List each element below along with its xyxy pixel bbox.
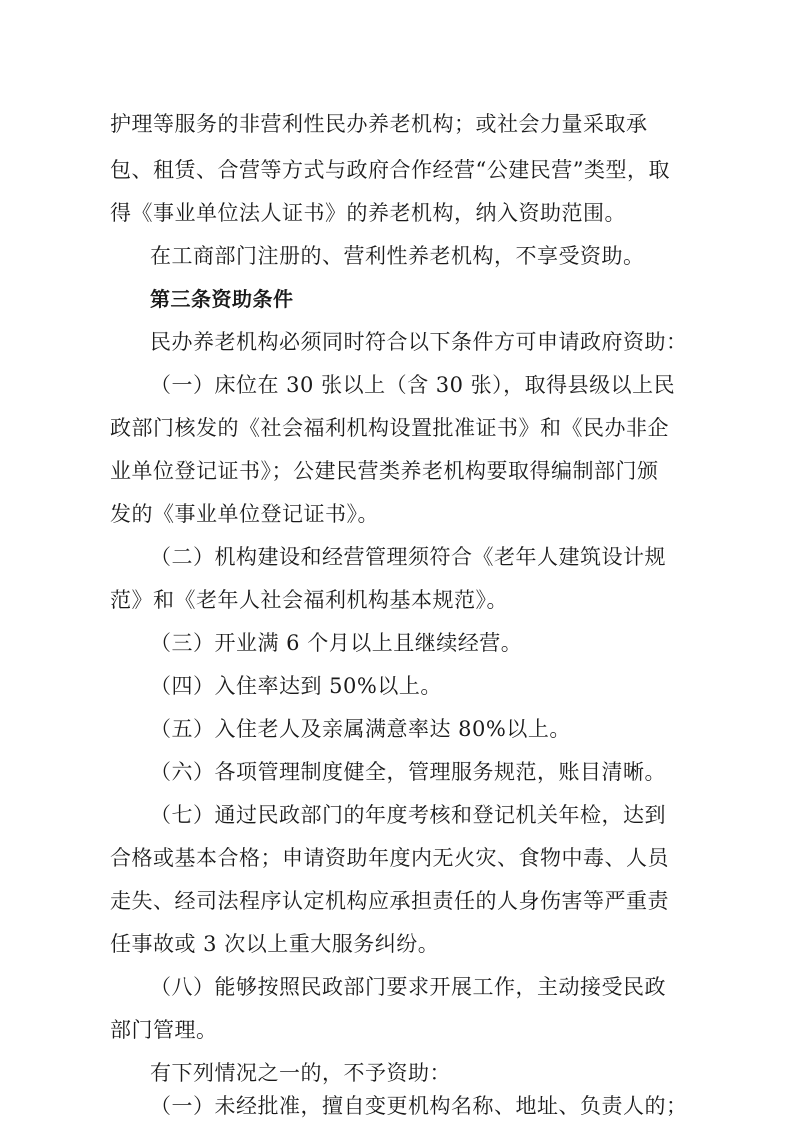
paragraph-line: 范》和《老年人社会福利机构基本规范》。 [110,588,508,612]
paragraph-line: 部门管理。 [110,1018,218,1042]
list-item-line: （三）开业满 6 个月以上且继续经营。 [150,631,523,655]
paragraph-line: 民办养老机构必须同时符合以下条件方可申请政府资助： [150,330,688,354]
paragraph-line: 包、租赁、合营等方式与政府合作经营“公建民营”类型，取 [110,158,670,182]
paragraph-line: 在工商部门注册的、营利性养老机构，不享受资助。 [150,244,645,268]
list-item-line: （二）机构建设和经营管理须符合《老年人建筑设计规 [150,545,666,569]
paragraph-line: 有下列情况之一的，不予资助： [150,1061,451,1085]
list-item-line: （六）各项管理制度健全，管理服务规范，账目清晰。 [150,760,666,784]
list-item-line: （八）能够按照民政部门要求开展工作，主动接受民政 [150,975,666,999]
paragraph-line: 政部门核发的《社会福利机构设置批准证书》和《民办非企 [110,416,669,440]
paragraph-line: 业单位登记证书》；公建民营类养老机构要取得编制部门颁 [110,459,659,483]
paragraph-line: 得《事业单位法人证书》的养老机构，纳入资助范围。 [110,201,626,225]
paragraph-line: 发的《事业单位登记证书》。 [110,502,379,526]
list-item-line: （五）入住老人及亲属满意率达 80%以上。 [150,717,571,741]
paragraph-line: 合格或基本合格；申请资助年度内无火灾、食物中毒、人员 [110,846,669,870]
paragraph-line: 走失、经司法程序认定机构应承担责任的人身伤害等严重责 [110,889,669,913]
list-item-line: （七）通过民政部门的年度考核和登记机关年检，达到 [150,803,666,827]
paragraph-line: 任事故或 3 次以上重大服务纠纷。 [110,932,440,956]
paragraph-line: 护理等服务的非营利性民办养老机构；或社会力量采取承 [110,112,648,136]
list-item-line: （一）床位在 30 张以上（含 30 张），取得县级以上民 [150,373,676,397]
section-heading: 第三条资助条件 [150,287,294,311]
list-item-line: （一）未经批准，擅自变更机构名称、地址、负责人的； [150,1094,688,1118]
list-item-line: （四）入住率达到 50%以上。 [150,674,442,698]
